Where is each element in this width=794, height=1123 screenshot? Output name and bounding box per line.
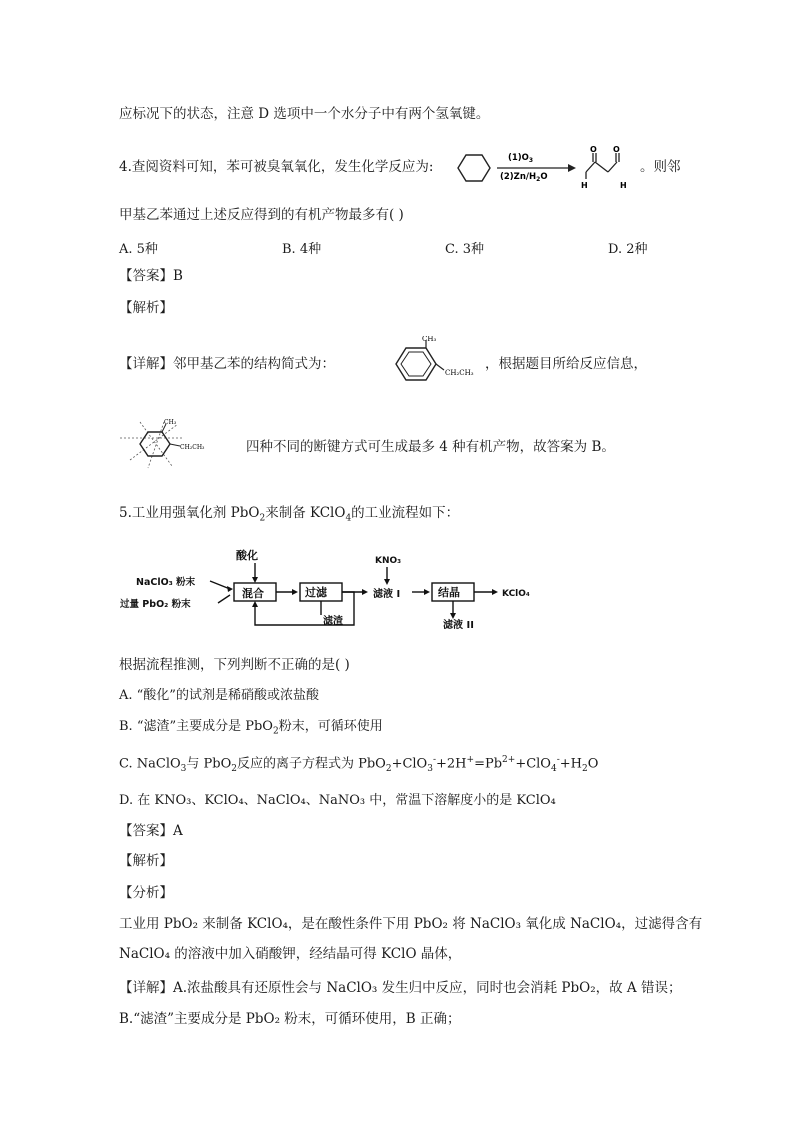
kno3-label: KNO₃ xyxy=(375,556,402,566)
ethyl-label: CH₂CH₃ xyxy=(445,369,474,377)
q4-analysis: 【解析】 xyxy=(119,300,173,316)
q4-stem-b: 。则邻 xyxy=(640,159,681,175)
q4-option-a: A. 5种 xyxy=(119,242,158,257)
prev-text-line: 应标况下的状态，注意 D 选项中一个水分子中有两个氢氧键。 xyxy=(119,106,490,122)
methyl-label: CH₃ xyxy=(422,336,437,343)
residue-label: 滤渣 xyxy=(323,616,343,627)
glyoxal-structure-icon xyxy=(586,153,619,179)
condition-1-label: $(1)O_3$ xyxy=(508,153,534,164)
filter-box-label: 过滤 xyxy=(305,586,327,599)
ethyl-label: CH₂CH₃ xyxy=(180,444,205,451)
h-atom-label: H xyxy=(581,181,588,190)
q4-answer: 【答案】B xyxy=(119,268,183,284)
q5-paragraph-1a: 工业用 PbO₂ 来制备 KClO₄，是在酸性条件下用 PbO₂ 将 NaClO₃ 氧化成 NaClO₄，过滤得含有 xyxy=(119,916,703,932)
crystallize-box-label: 结晶 xyxy=(438,586,460,599)
q5-option-b: B. “滤渣”主要成分是 PbO$_2$粉末，可循环使用 xyxy=(119,719,383,737)
benzene-ring-icon xyxy=(396,348,436,380)
input-pbo2-label: 过量 PbO₂ 粉末 xyxy=(120,599,191,610)
h-atom-label-2: H xyxy=(620,181,627,190)
filtrate-2-label: 滤液 II xyxy=(443,620,474,631)
input-naclo3-label: NaClO₃ 粉末 xyxy=(136,577,196,588)
acidify-label: 酸化 xyxy=(236,549,258,562)
methyl-label: CH₃ xyxy=(164,419,177,426)
filtrate-1-label: 滤液 I xyxy=(373,589,401,600)
ozonolysis-reaction-diagram xyxy=(450,146,640,190)
q5-fenxi: 【分析】 xyxy=(119,885,173,901)
product-label: KClO₄ xyxy=(502,589,530,599)
q5-option-c: C. NaClO$_3$与 PbO$_2$反应的离子方程式为 $PbO_2+ClO_3^-+2H^+=Pb^{2+}+ClO_4^-+H_2O$ xyxy=(119,755,599,774)
q4-option-c: C. 3种 xyxy=(445,242,485,257)
condition-2-label: $(2)Zn/H_2O$ xyxy=(500,172,548,183)
mix-box-label: 混合 xyxy=(242,587,264,600)
o-methylethylbenzene-structure xyxy=(388,336,488,390)
bond-cleavage-diagram xyxy=(118,416,250,472)
q5-paragraph-1b: NaClO₄ 的溶液中加入硝酸钾，经结晶可得 KClO 晶体， xyxy=(119,946,462,962)
benzene-ring-icon xyxy=(458,155,490,181)
svg-text:O: O xyxy=(613,146,620,154)
q5-option-a: A. “酸化”的试剂是稀硝酸或浓盐酸 xyxy=(119,688,319,703)
q4-detail-c: 四种不同的断键方式可生成最多 4 种有机产物，故答案为 B。 xyxy=(246,439,615,455)
q5-paragraph-2: 【详解】A.浓盐酸具有还原性会与 NaClO₃ 发生归中反应，同时也会消耗 PbO₂，故 A 错误； xyxy=(119,980,682,996)
q5-stem-2: 根据流程推测，下列判断不正确的是( ) xyxy=(119,657,350,673)
process-flow-diagram xyxy=(118,545,548,635)
q4-detail-b: ，根据题目所给反应信息， xyxy=(485,356,647,372)
q5-analysis: 【解析】 xyxy=(119,853,173,869)
svg-text:O: O xyxy=(590,146,597,154)
q4-option-d: D. 2种 xyxy=(608,242,648,257)
q4-option-b: B. 4种 xyxy=(282,242,322,257)
q4-stem-a: 4.查阅资料可知，苯可被臭氧氧化，发生化学反应为: xyxy=(119,159,434,175)
q5-option-d: D. 在 KNO₃、KClO₄、NaClO₄、NaNO₃ 中，常温下溶解度小的是 KClO₄ xyxy=(119,793,556,808)
q4-detail-a: 【详解】邻甲基乙苯的结构简式为： xyxy=(119,356,335,372)
q4-stem-c: 甲基乙苯通过上述反应得到的有机产物最多有( ) xyxy=(119,207,404,223)
q5-stem: 5.工业用强氧化剂 PbO$_2$来制备 KClO$_4$的工业流程如下： xyxy=(119,505,460,524)
q5-answer: 【答案】A xyxy=(119,823,183,839)
q5-paragraph-3: B.“滤渣”主要成分是 PbO₂ 粉末，可循环使用，B 正确； xyxy=(119,1011,461,1027)
